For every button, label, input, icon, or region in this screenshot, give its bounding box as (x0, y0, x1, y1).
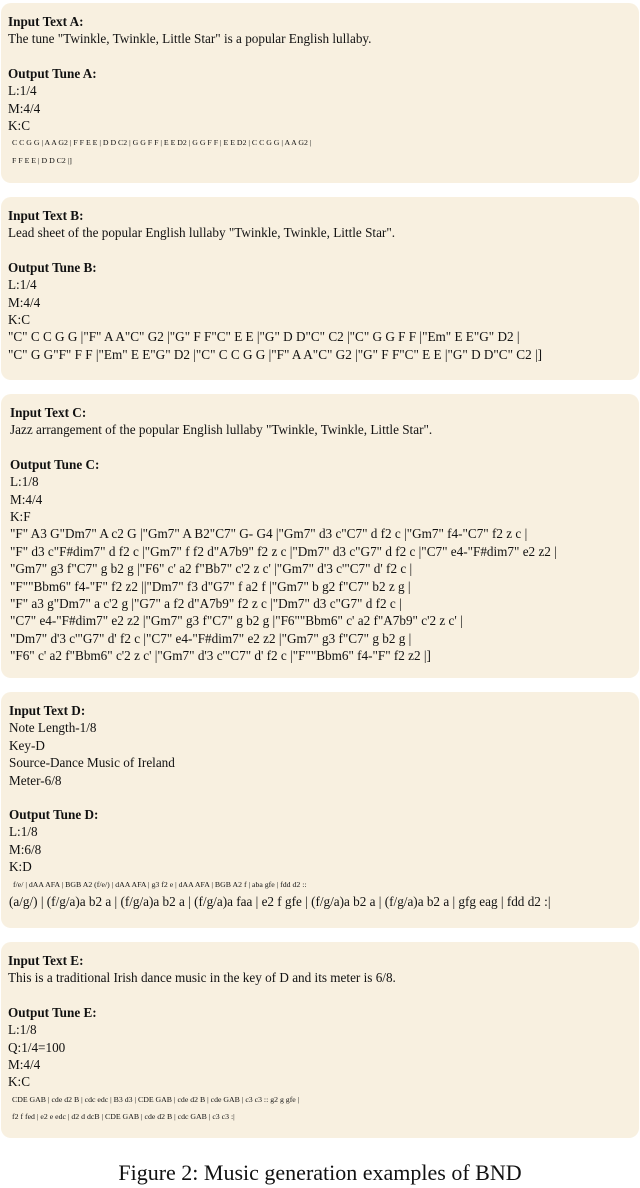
abc-tune-line: CDE GAB | cde d2 B | cdc edc | B3 d3 | CDE GAB | cde d2 B | cde GAB | c3 c3 :: g2 g gfe | (12, 1094, 300, 1104)
abc-header-line: M:4/4 (8, 100, 41, 116)
abc-header-line: K:C (8, 1074, 30, 1090)
abc-header-line: L:1/8 (8, 1022, 37, 1038)
input-heading: Input Text D: (9, 703, 86, 718)
abc-header-line: K:F (10, 509, 31, 525)
example-card-b (1, 197, 639, 380)
abc-tune-line: "Dm7" d'3 c'"G7" d' f2 c |"C7" e4-"F#dim7" e2 z2 |"Gm7" g3 f"C7" g b2 g | (10, 630, 412, 646)
abc-tune-line: "F" A3 G"Dm7" A c2 G |"Gm7" A B2"C7" G- G4 |"Gm7" d3 c"C7" d f2 c |"Gm7" f4-"C7" f2 z c | (10, 526, 528, 542)
input-heading: Input Text C: (10, 405, 87, 420)
abc-header-line: L:1/4 (8, 83, 37, 99)
abc-tune-line: C C G G | A A G2 | F F E E | D D C2 | G G F F | E E D2 | G G F F | E E D2 | C C G G | A A G2 | (12, 138, 312, 148)
abc-tune-line: f2 f fed | e2 e edc | d2 d dcB | CDE GAB | cde d2 B | cdc GAB | c3 c3 :| (12, 1112, 235, 1122)
input-text-line: Meter-6/8 (9, 772, 62, 788)
abc-header-line: M:6/8 (9, 841, 42, 857)
abc-tune-line: F F E E | D D C2 |] (12, 155, 72, 165)
input-text-line: Key-D (9, 737, 45, 753)
input-heading: Input Text A: (8, 14, 84, 29)
output-heading: Output Tune E: (8, 1004, 97, 1020)
example-card-e (1, 942, 639, 1138)
abc-header-line: K:C (8, 312, 30, 328)
abc-tune-line: f/e/ | dAA AFA | BGB A2 (f/e/) | dAA AFA | g3 f2 e | dAA AFA | BGB A2 f | aba gfe | fdd d2 :: (13, 879, 307, 889)
example-card-d (1, 692, 639, 928)
abc-tune-line: (a/g/) | (f/g/a)a b2 a | (f/g/a)a b2 a | (f/g/a)a faa | e2 f gfe | (f/g/a)a b2 a | (f/g/a)a b2 a | gfg eag | fdd d2 :| (9, 894, 551, 910)
abc-tune-line: "C" C C G G |"F" A A"C" G2 |"G" F F"C" E E |"G" D D"C" C2 |"C" G G F F |"Em" E E"G" D2 | (8, 329, 520, 345)
abc-header-line: K:D (9, 859, 32, 875)
abc-tune-line: "C" G G"F" F F |"Em" E E"G" D2 |"C" C C G G |"F" A A"C" G2 |"G" F F"C" E E |"G" D D"C" C2 |] (8, 346, 542, 362)
input-text-line: The tune "Twinkle, Twinkle, Little Star" is a popular English lullaby. (8, 31, 372, 47)
input-heading: Input Text E: (8, 953, 84, 968)
abc-tune-line: "F6" c' a2 f"Bbm6" c'2 z c' |"Gm7" d'3 c'"C7" d' f2 c |"F""Bbm6" f4-"F" f2 z2 |] (10, 648, 431, 664)
example-card-c (1, 394, 639, 678)
abc-header-line: Q:1/4=100 (8, 1039, 66, 1055)
input-heading: Input Text B: (8, 208, 84, 223)
input-text-line: Source-Dance Music of Ireland (9, 755, 175, 771)
abc-tune-line: "Gm7" g3 f"C7" g b2 g |"F6" c' a2 f"Bb7" c'2 z c' |"Gm7" d'3 c'"C7" d' f2 c | (10, 561, 413, 577)
abc-tune-line: "F" a3 g"Dm7" a c'2 g |"G7" a f2 d"A7b9" f2 z c |"Dm7" d3 c"G7" d f2 c | (10, 596, 402, 612)
output-heading: Output Tune A: (8, 65, 97, 81)
input-text-line: Note Length-1/8 (9, 720, 97, 736)
input-text-line: Jazz arrangement of the popular English lullaby "Twinkle, Twinkle, Little Star". (10, 422, 433, 438)
output-heading: Output Tune B: (8, 259, 97, 275)
figure-caption: Figure 2: Music generation examples of BND (118, 1160, 522, 1185)
output-heading: Output Tune C: (10, 456, 100, 472)
input-text-line: This is a traditional Irish dance music in the key of D and its meter is 6/8. (8, 970, 396, 986)
abc-header-line: L:1/8 (9, 824, 38, 840)
abc-header-line: L:1/8 (10, 474, 39, 490)
output-heading: Output Tune D: (9, 807, 99, 823)
abc-tune-line: "F" d3 c"F#dim7" d f2 c |"Gm7" f f2 d"A7b9" f2 z c |"Dm7" d3 c"G7" d f2 c |"C7" e4-"F#dim7" e2 z2 | (10, 543, 557, 559)
abc-tune-line: "F""Bbm6" f4-"F" f2 z2 ||"Dm7" f3 d"G7" f a2 f |"Gm7" b g2 f"C7" b2 z g | (10, 578, 411, 594)
abc-header-line: M:4/4 (8, 1057, 41, 1073)
abc-header-line: K:C (8, 118, 30, 134)
abc-header-line: L:1/4 (8, 277, 37, 293)
example-card-a (1, 3, 639, 183)
abc-header-line: M:4/4 (8, 294, 41, 310)
abc-tune-line: "C7" e4-"F#dim7" e2 z2 |"Gm7" g3 f"C7" g b2 g |"F6""Bbm6" c' a2 f"A7b9" c'2 z c' | (10, 613, 463, 629)
input-text-line: Lead sheet of the popular English lullaby "Twinkle, Twinkle, Little Star". (8, 225, 396, 241)
abc-header-line: M:4/4 (10, 491, 43, 507)
